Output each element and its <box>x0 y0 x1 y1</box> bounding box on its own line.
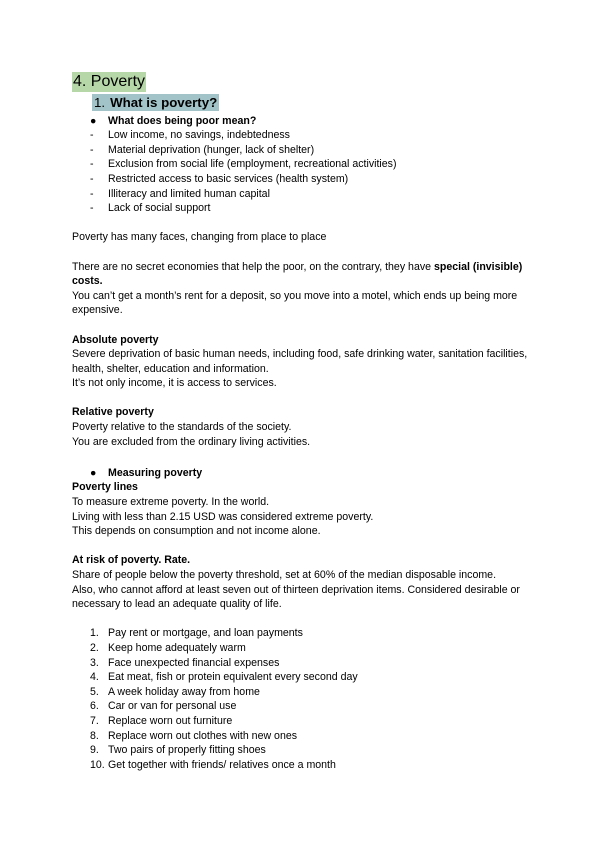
list-item-text: Keep home adequately warm <box>108 641 246 654</box>
dash-list <box>72 128 532 216</box>
list-item-number: 9. <box>90 744 99 757</box>
bullet-dot-icon: ● <box>90 466 97 479</box>
absolute-title: Absolute poverty <box>72 333 159 346</box>
list-item-text: Two pairs of properly fitting shoes <box>108 744 266 757</box>
absolute-line2: It’s not only income, it is access to services. <box>72 377 277 390</box>
heading-1: 4. Poverty <box>73 73 146 90</box>
list-item-text: Material deprivation (hunger, lack of shelter) <box>108 143 315 156</box>
list-item-text: Exclusion from social life (employment, recreational activities) <box>108 158 397 171</box>
bullet-what-poor <box>90 114 532 129</box>
list-item-text: Restricted access to basic services (health system) <box>108 172 349 185</box>
list-item <box>90 729 532 744</box>
list-item-text: Eat meat, fish or protein equivalent every second day <box>108 671 358 684</box>
list-item: - Lack of social support <box>90 202 211 215</box>
paragraph-secret-bold: special (invisible) costs. <box>72 260 523 288</box>
list-item: - Exclusion from social life (employment, recreational activities) <box>90 158 397 171</box>
lines-line2: Living with less than 2.15 USD was considered extreme poverty. <box>72 510 374 523</box>
list-item: - Material deprivation (hunger, lack of shelter) <box>90 143 315 156</box>
list-item-text: Face unexpected financial expenses <box>108 656 280 669</box>
list-item-number: 3. <box>90 656 99 669</box>
list-item-text: Replace worn out clothes with new ones <box>108 729 298 742</box>
list-item-number: 8. <box>90 729 99 742</box>
list-item-text: Lack of social support <box>108 202 211 215</box>
list-item <box>90 743 532 758</box>
list-item-text: A week holiday away from home <box>108 685 260 698</box>
risk-title: At risk of poverty. Rate. <box>72 554 191 567</box>
list-item-number: 5. <box>90 685 99 698</box>
heading-2-text: What is poverty? <box>110 95 218 110</box>
list-item <box>90 670 532 685</box>
list-item-number: 6. <box>90 700 99 713</box>
bullet-text: What does being poor mean? <box>108 114 257 127</box>
bullet-dot-icon: ● <box>90 114 97 127</box>
absolute-line1: Severe deprivation of basic human needs, including food, safe drinking water, sanitation facilities, health, shelter, education and information. <box>72 348 528 375</box>
list-item <box>90 626 532 641</box>
list-item: - Restricted access to basic services (health system) <box>90 172 349 185</box>
heading-2 <box>92 94 219 111</box>
bullet-text: Measuring poverty <box>108 466 203 479</box>
numbered-list <box>72 626 532 772</box>
risk-line2: Also, who cannot afford at least seven out of thirteen deprivation items. Considered desirable or necessary to lead an adequate quality of life. <box>72 583 520 611</box>
list-item <box>90 699 532 714</box>
list-item-text: Illiteracy and limited human capital <box>108 187 270 200</box>
list-item <box>90 656 532 671</box>
list-item <box>90 685 532 700</box>
list-item-number: 2. <box>90 641 99 654</box>
list-item <box>90 641 532 656</box>
paragraph-secret <box>72 260 532 289</box>
relative-line2: You are excluded from the ordinary living activities. <box>72 435 311 448</box>
list-item-text: Pay rent or mortgage, and loan payments <box>108 627 303 640</box>
paragraph-faces: Poverty has many faces, changing from place to place <box>72 231 327 244</box>
relative-title: Relative poverty <box>72 406 154 419</box>
list-item <box>90 758 532 773</box>
list-item-text: Get together with friends/ relatives once a month <box>108 758 336 771</box>
list-item-text: Replace worn out furniture <box>108 714 233 727</box>
list-item-text: Low income, no savings, indebtedness <box>108 129 290 142</box>
list-item-number: 4. <box>90 671 99 684</box>
risk-line1: Share of people below the poverty threshold, set at 60% of the median disposable income. <box>72 569 497 581</box>
list-item: - Low income, no savings, indebtedness <box>90 129 290 142</box>
list-item-text: Car or van for personal use <box>108 700 237 713</box>
relative-line1: Poverty relative to the standards of the society. <box>72 421 292 434</box>
heading-2-number: 1. <box>94 95 106 110</box>
heading-poverty <box>72 72 532 92</box>
document-page <box>72 72 532 772</box>
list-item <box>90 714 532 729</box>
list-item-number: 10. <box>90 758 105 771</box>
paragraph-rent: You can’t get a month’s rent for a deposit, so you move into a motel, which ends up being more expensive. <box>72 289 518 317</box>
bullet-measuring <box>90 466 532 481</box>
lines-title: Poverty lines <box>72 481 138 494</box>
list-item: - Illiteracy and limited human capital <box>90 187 270 200</box>
heading-2-wrap <box>92 94 532 112</box>
paragraph-secret-text: There are no secret economies that help the poor, on the contrary, they have <box>72 260 434 273</box>
lines-line1: To measure extreme poverty. In the world. <box>72 496 270 509</box>
lines-line3: This depends on consumption and not income alone. <box>72 525 321 538</box>
list-item-number: 1. <box>90 627 99 640</box>
list-item-number: 7. <box>90 714 99 727</box>
